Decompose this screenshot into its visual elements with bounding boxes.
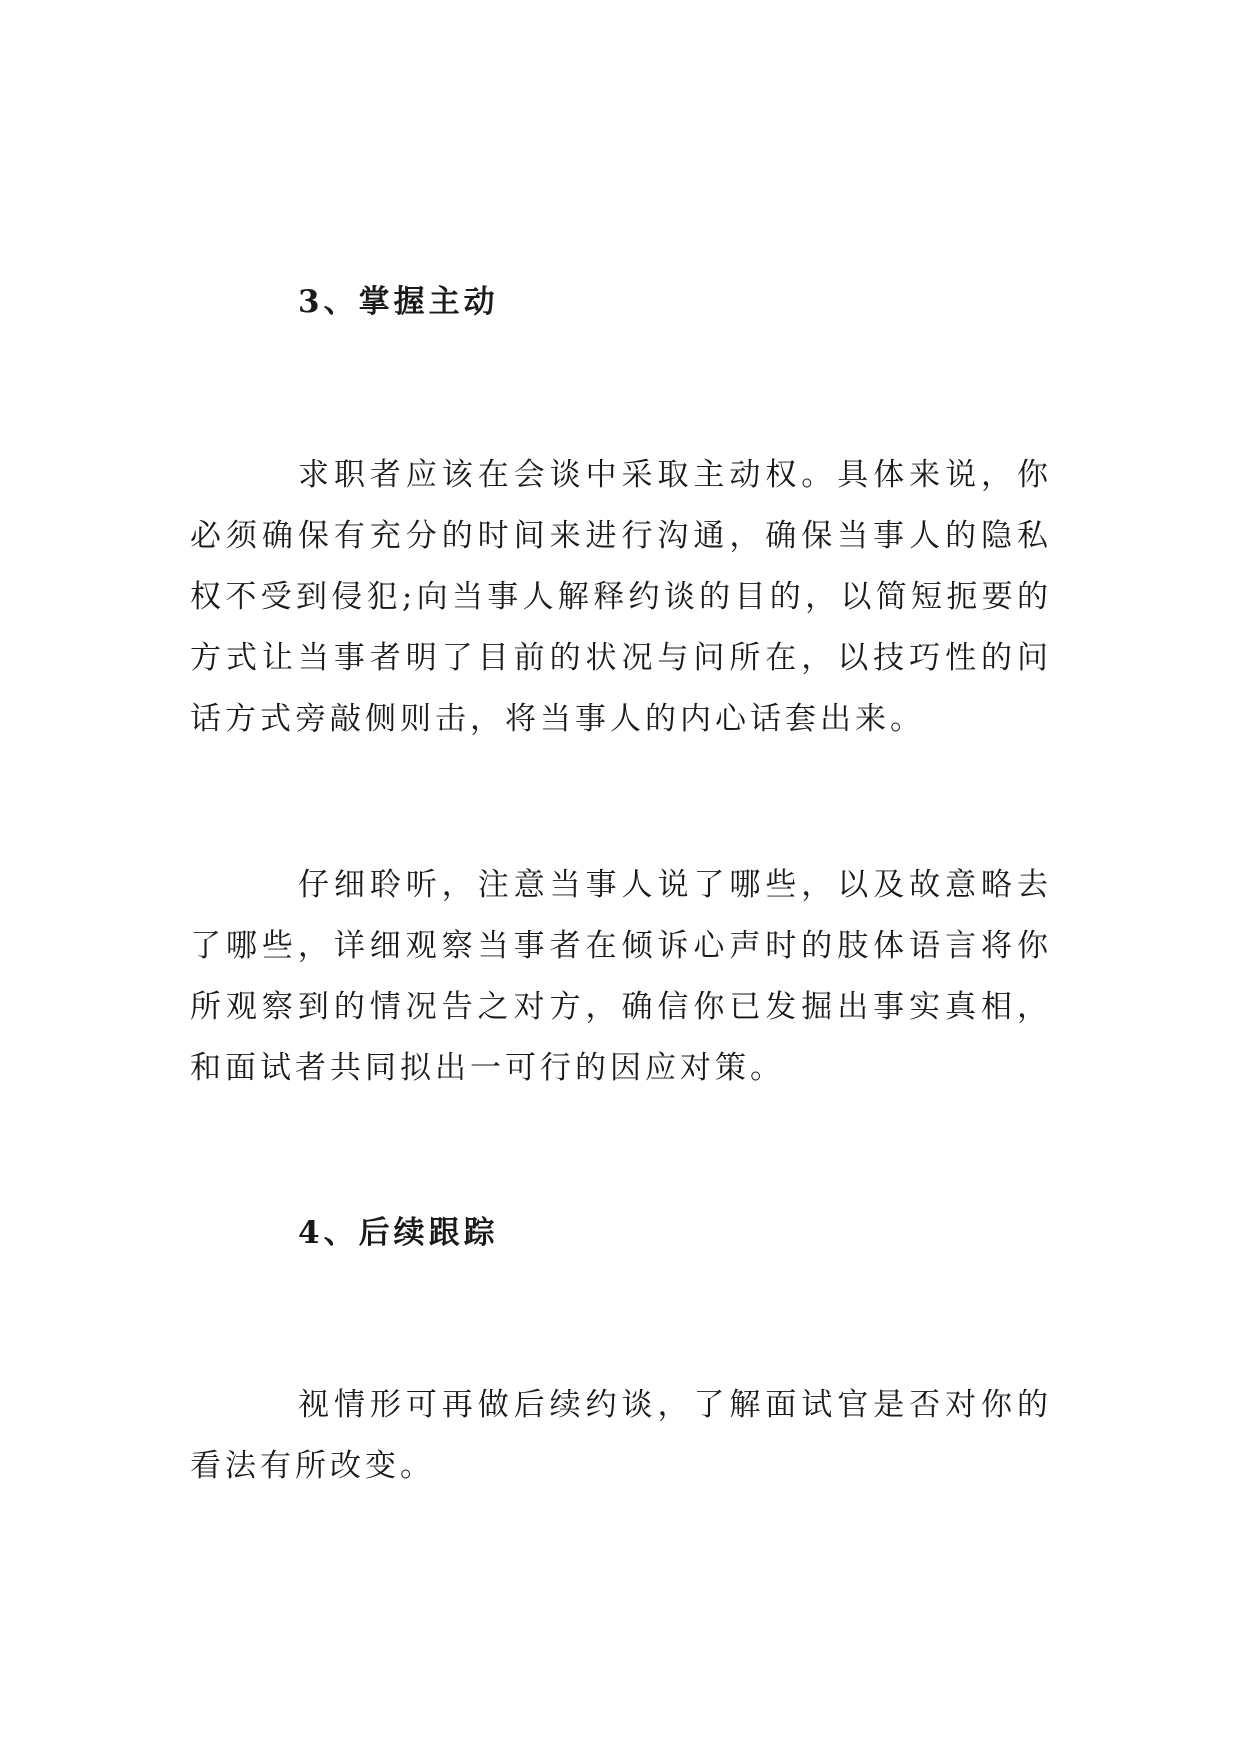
section-4-paragraph-1: 视情形可再做后续约谈，了解面试官是否对你的看法有所改变。: [190, 1387, 1052, 1484]
section-3-paragraph-1: 求职者应该在会谈中采取主动权。具体来说，你必须确保有充分的时间来进行沟通，确保当事人的隐私权不受到侵犯;向当事人解释约谈的目的，以简短扼要的方式让当事者明了目前的状况与问所在，以技巧性的问话方式旁敲侧则击，将当事人的内心话套出来。: [190, 457, 1052, 737]
section-heading-3: 3、掌握主动: [298, 284, 499, 320]
section-3-paragraph-2: 仔细聆听，注意当事人说了哪些，以及故意略去了哪些，详细观察当事者在倾诉心声时的肢体语言将你所观察到的情况告之对方，确信你已发掘出事实真相，和面试者共同拟出一可行的因应对策。: [190, 867, 1052, 1086]
section-heading-4: 4、后续跟踪: [298, 1215, 499, 1251]
